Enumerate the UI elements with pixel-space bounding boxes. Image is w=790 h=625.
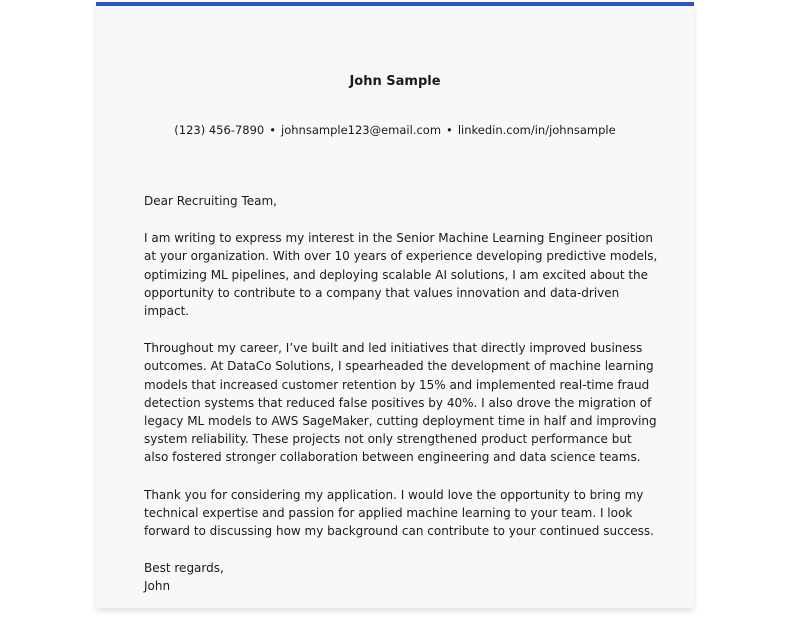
linkedin-url: linkedin.com/in/johnsample [457, 123, 616, 137]
signature: John [144, 579, 171, 594]
applicant-name: John Sample [349, 74, 441, 89]
paragraph-intro: I am writing to express my interest in the Senior Machine Learning Engineer position at your organization. With over 10 years of experience developing predictive models, optimizing ML pipelines, and deploying scalable AI solutions, I am excited about the opportunity to contribute to a company that values innovation and data-driven impact. [144, 231, 658, 319]
greeting: Dear Recruiting Team, [144, 194, 277, 208]
phone-number: (123) 456-7890 [174, 123, 265, 137]
cover-letter-page [96, 2, 694, 608]
letter-body [144, 192, 659, 596]
separator-bullet: • [269, 123, 277, 137]
email-address: johnsample123@email.com [281, 123, 442, 137]
paragraph-experience: Throughout my career, I’ve built and led initiatives that directly improved business outcomes. At DataCo Solutions, I spearheaded the development of machine learning models that increased customer retention by 15% and implemented real-time fraud detection systems that reduced false positives by 40%. I also drove the migration of legacy ML models to AWS SageMaker, cutting deployment time in half and improving system reliability. These projects not only strengthened product performance but also fostered stronger collaboration between engineering and data science teams. [144, 341, 657, 465]
separator-bullet: • [446, 123, 453, 137]
contact-line [96, 122, 694, 138]
sign-off: Best regards, [144, 561, 224, 576]
paragraph-closing: Thank you for considering my application. I would love the opportunity to bring my technical expertise and passion for applied machine learning to your team. I look forward to discussing how my background can contribute to your continued success. [144, 487, 654, 539]
